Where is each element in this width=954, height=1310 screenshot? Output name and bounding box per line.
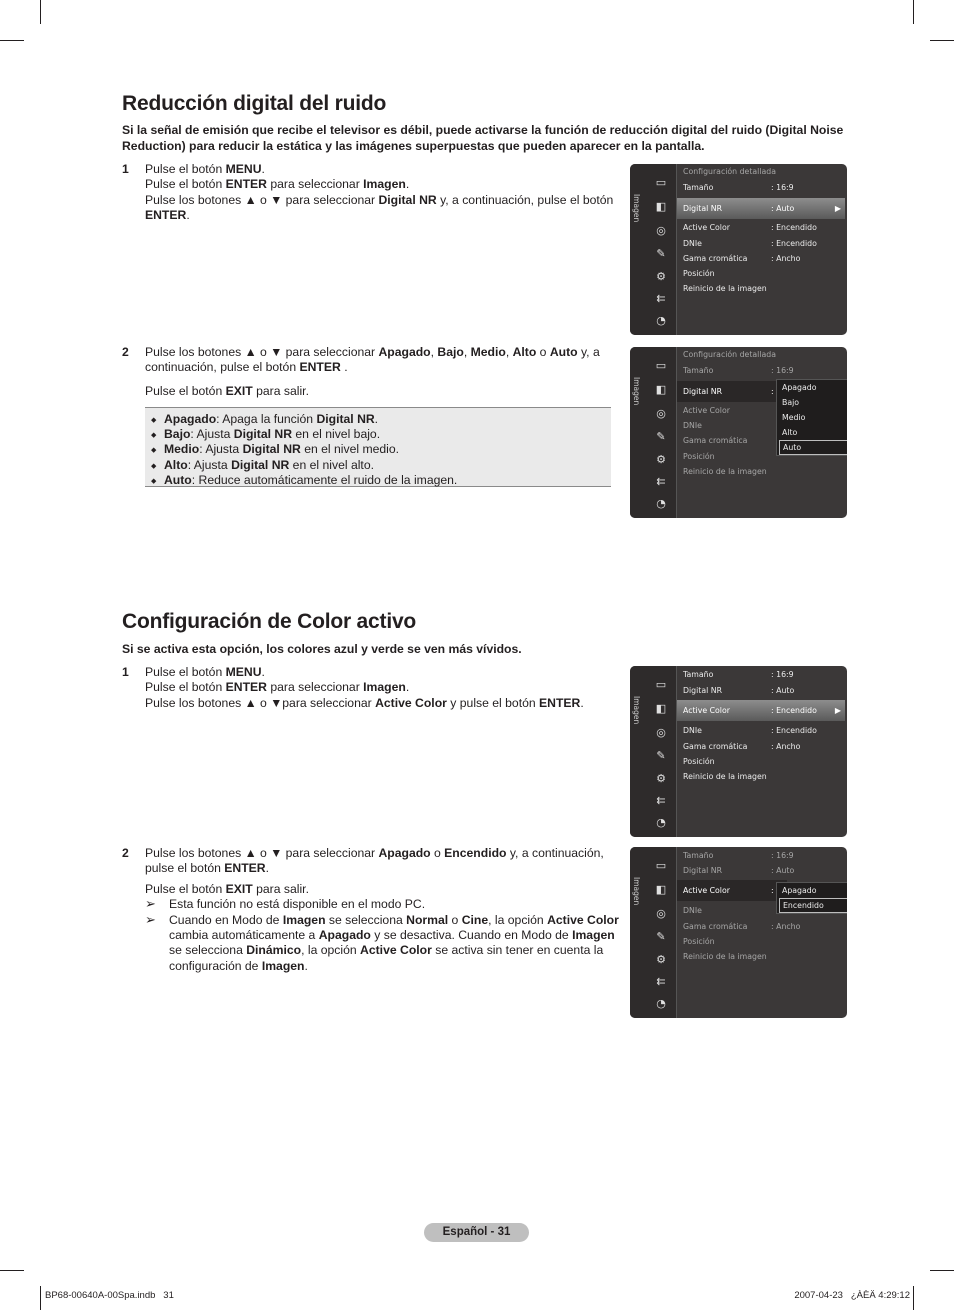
step-text: Pulse el botón MENU.: [145, 162, 265, 176]
osd-side-label: Imagen: [632, 877, 641, 906]
osd-row-tamano[interactable]: Tamaño : 16:9: [683, 670, 794, 679]
arrow-bullet-icon: ➢: [145, 896, 156, 912]
osd-row-digital-nr[interactable]: Digital NR :: [677, 381, 787, 402]
osd-option[interactable]: Apagado: [782, 383, 817, 392]
setup-icon: ⚙: [656, 772, 666, 785]
picture-icon: ◧: [655, 883, 667, 896]
step-text: Pulse los botones ▲ o ▼ para seleccionar Digital NR y, a continuación, pulse el botón ENTER.: [145, 192, 614, 223]
options-box: [145, 407, 611, 487]
step-text: Pulse los botones ▲ o ▼para seleccionar Active Color y pulse el botón ENTER.: [145, 695, 584, 710]
osd-row-reinicio[interactable]: Reinicio de la imagen: [683, 952, 767, 961]
osd-sidebar: [630, 347, 677, 518]
step-text: Pulse los botones ▲ o ▼ para seleccionar Apagado, Bajo, Medio, Alto o Auto y, a continuación, pulse el botón ENTER .: [145, 345, 600, 375]
input-icon: ⇇: [656, 292, 666, 305]
osd-header: Configuración detallada: [683, 167, 777, 176]
step-number: 1: [122, 162, 129, 176]
osd-row-reinicio[interactable]: Reinicio de la imagen: [683, 284, 767, 293]
channel-icon: ✎: [656, 930, 666, 943]
step-text: Pulse el botón MENU.: [145, 665, 265, 679]
osd-row-dnie[interactable]: DNIe : Encendido: [683, 239, 817, 248]
osd-option[interactable]: Bajo: [782, 398, 800, 407]
bullet-item: ◆ Alto: Ajusta Digital NR en el nivel alto.: [145, 458, 611, 473]
section-intro: Si la señal de emisión que recibe el televisor es débil, puede activarse la función de reducción digital del ruido (Digital Noise Reduction) para reducir la estática y las imágenes superpuestas que pueden aparecer en la pantalla.: [122, 123, 844, 153]
input-icon: ⇇: [656, 794, 666, 807]
step-number: 2: [122, 345, 129, 359]
osd-row-dnie[interactable]: DNIe: [683, 421, 702, 430]
osd-row-active-color[interactable]: Active Color : Encendido: [683, 223, 817, 232]
osd-row-tamano[interactable]: Tamaño : 16:9: [683, 183, 794, 192]
crop-mark: [40, 1286, 41, 1310]
step-text: Pulse el botón ENTER para seleccionar Imagen.: [145, 177, 410, 192]
picture-icon: ◧: [655, 383, 667, 396]
osd-sidebar: [630, 666, 677, 837]
support-icon: ◔: [656, 816, 666, 829]
picture-icon: ◧: [655, 702, 667, 715]
note-item: [145, 897, 622, 912]
file-slug: BP68-00640A-00Spa.indb 31: [45, 1290, 174, 1301]
bullet-item: ◆ Apagado: Apaga la función Digital NR.: [145, 412, 611, 427]
osd-option[interactable]: Apagado: [782, 886, 817, 895]
section-title-active-color: Configuración de Color activo: [122, 610, 417, 633]
osd-row-digital-nr[interactable]: Digital NR : Auto: [683, 866, 795, 875]
osd-dropdown-digital-nr[interactable]: [776, 379, 847, 456]
osd-sidebar: [630, 164, 677, 335]
step-text: Pulse el botón EXIT para salir.: [145, 383, 309, 398]
tv-input-icon: ▭: [655, 176, 667, 189]
picture-icon: ◧: [655, 200, 667, 213]
tv-input-icon: ▭: [655, 359, 667, 372]
osd-screen-active-color-options: [630, 847, 847, 1018]
osd-side-label: Imagen: [632, 194, 641, 223]
osd-row-reinicio[interactable]: Reinicio de la imagen: [683, 467, 767, 476]
osd-header: Configuración detallada: [683, 350, 777, 359]
step-text: Pulse los botones ▲ o ▼ para seleccionar Apagado o Encendido y, a continuación, pulse el botón ENTER.: [145, 846, 604, 876]
input-icon: ⇇: [656, 975, 666, 988]
osd-sidebar: [630, 847, 677, 1018]
crop-mark: [930, 1270, 954, 1271]
crop-mark: [913, 0, 914, 24]
channel-icon: ✎: [656, 430, 666, 443]
osd-row-posicion[interactable]: Posición: [683, 937, 715, 946]
sound-icon: ◎: [656, 726, 666, 739]
osd-row-active-color[interactable]: Active Color: [683, 406, 730, 415]
osd-row-posicion[interactable]: Posición: [683, 269, 715, 278]
crop-mark: [0, 1270, 24, 1271]
osd-row-gama[interactable]: Gama cromática : Ancho: [683, 922, 801, 931]
osd-row-tamano[interactable]: Tamaño : 16:9: [683, 366, 794, 375]
setup-icon: ⚙: [656, 953, 666, 966]
osd-row-digital-nr[interactable]: Digital NR : Auto: [683, 686, 795, 695]
step-2: [122, 345, 622, 399]
note-text: Esta función no está disponible en el modo PC.: [169, 897, 426, 912]
note-item: [145, 913, 622, 975]
osd-row-posicion[interactable]: Posición: [683, 452, 715, 461]
page-number-badge: Español - 31: [424, 1223, 529, 1242]
osd-screen-digital-nr: [630, 164, 847, 335]
channel-icon: ✎: [656, 247, 666, 260]
tv-input-icon: ▭: [655, 678, 667, 691]
osd-screen-digital-nr-options: [630, 347, 847, 518]
sound-icon: ◎: [656, 907, 666, 920]
osd-screen-active-color: [630, 666, 847, 837]
osd-dropdown-active-color[interactable]: [776, 882, 847, 914]
osd-row-dnie[interactable]: DNIe: [683, 906, 702, 915]
channel-icon: ✎: [656, 749, 666, 762]
support-icon: ◔: [656, 314, 666, 327]
step-text: Pulse el botón EXIT para salir.: [145, 881, 309, 896]
input-icon: ⇇: [656, 475, 666, 488]
osd-option-selected[interactable]: Encendido: [779, 898, 847, 913]
osd-option-selected[interactable]: Auto: [779, 440, 847, 455]
osd-row-reinicio[interactable]: Reinicio de la imagen: [683, 772, 767, 781]
step-text: Pulse el botón ENTER para seleccionar Imagen.: [145, 680, 410, 695]
support-icon: ◔: [656, 497, 666, 510]
crop-mark: [913, 1286, 914, 1310]
osd-row-dnie[interactable]: DNIe : Encendido: [683, 726, 817, 735]
osd-option[interactable]: Medio: [782, 413, 806, 422]
print-timestamp: 2007-04-23 ¿ÀÈÄ 4:29:12: [794, 1290, 910, 1301]
support-icon: ◔: [656, 997, 666, 1010]
arrow-right-icon: ▶: [834, 204, 841, 213]
tv-input-icon: ▭: [655, 859, 667, 872]
crop-mark: [0, 40, 24, 41]
osd-option[interactable]: Alto: [782, 428, 798, 437]
osd-side-label: Imagen: [632, 696, 641, 725]
section-intro: Si se activa esta opción, los colores azul y verde se ven más vívidos.: [122, 642, 522, 656]
bullet-item: ◆ Auto: Reduce automáticamente el ruido de la imagen.: [145, 473, 611, 488]
section-title-digital-nr: Reducción digital del ruido: [122, 92, 387, 115]
step-1: [122, 162, 622, 224]
osd-row-active-color[interactable]: Active Color :: [677, 880, 787, 901]
osd-row-posicion[interactable]: Posición: [683, 757, 715, 766]
arrow-bullet-icon: ➢: [145, 911, 156, 927]
step-number: 2: [122, 846, 129, 860]
note-text: Cuando en Modo de Imagen se selecciona Normal o Cine, la opción Active Color cambia automáticamente a Apagado y se desactiva. Cuando en Modo de Imagen se selecciona Dinámico, la opción Active Color se activa sin tener en cuenta la configuración de Imagen.: [169, 912, 619, 973]
arrow-right-icon: ▶: [834, 706, 841, 715]
osd-row-digital-nr[interactable]: Digital NR : Auto ▶: [677, 198, 845, 219]
step-1: [122, 665, 622, 711]
step-number: 1: [122, 665, 129, 679]
bullet-item: ◆ Medio: Ajusta Digital NR en el nivel medio.: [145, 442, 611, 457]
sound-icon: ◎: [656, 224, 666, 237]
setup-icon: ⚙: [656, 453, 666, 466]
osd-row-gama[interactable]: Gama cromática : Ancho: [683, 254, 801, 263]
osd-row-active-color[interactable]: Active Color : Encendido ▶: [677, 700, 845, 721]
bullet-item: ◆ Bajo: Ajusta Digital NR en el nivel bajo.: [145, 427, 611, 442]
osd-side-label: Imagen: [632, 377, 641, 406]
osd-row-gama[interactable]: Gama cromática : Ancho: [683, 742, 801, 751]
crop-mark: [40, 0, 41, 24]
osd-row-tamano[interactable]: Tamaño : 16:9: [683, 851, 794, 860]
crop-mark: [930, 40, 954, 41]
step-2: [122, 846, 622, 974]
sound-icon: ◎: [656, 407, 666, 420]
osd-row-gama[interactable]: Gama cromática: [683, 436, 748, 445]
setup-icon: ⚙: [656, 270, 666, 283]
